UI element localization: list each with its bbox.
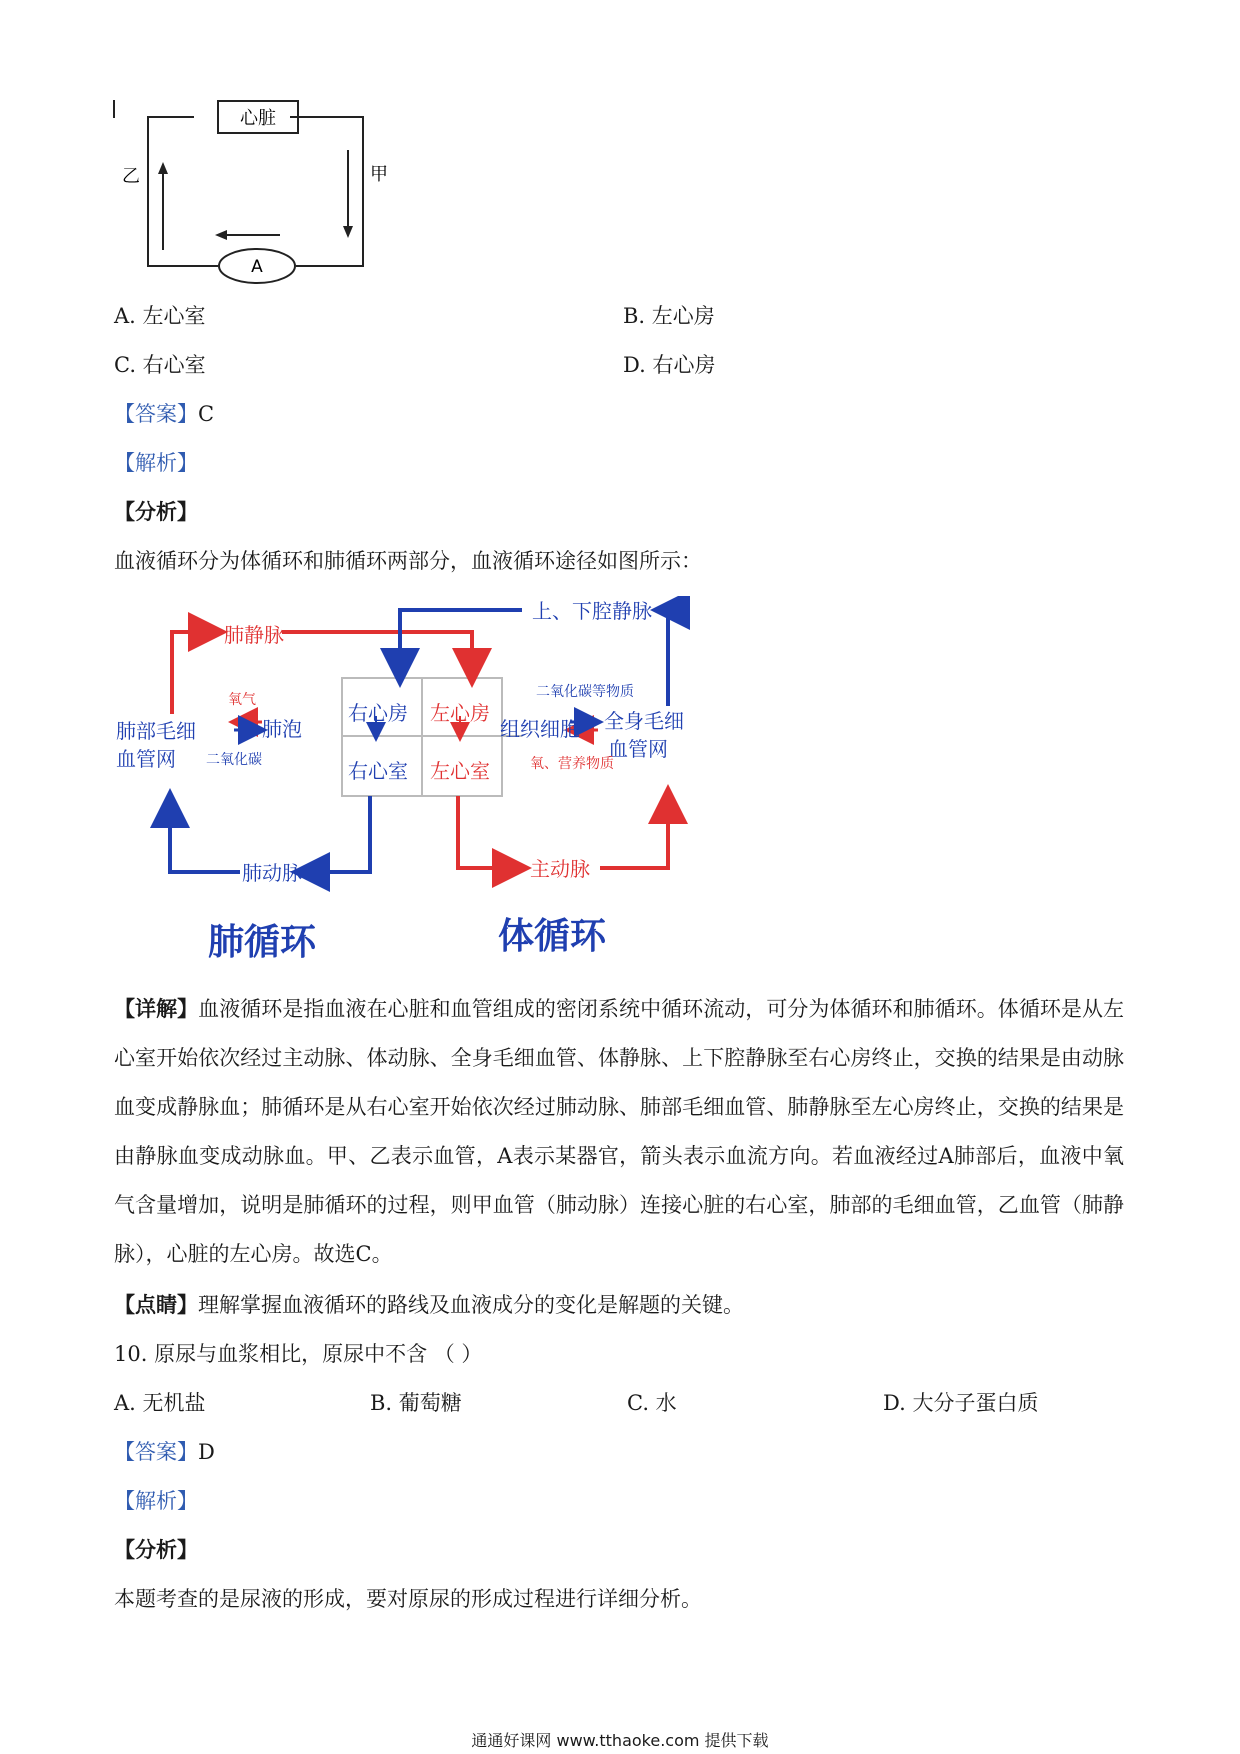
dianjing-line [114,1291,744,1319]
detail-paragraph [114,984,1124,1279]
left-arrow-icon [215,230,227,240]
option-d: D. 右心房 [623,353,716,377]
down-arrow-icon [343,226,353,238]
blood-circulation-diagram [112,596,732,976]
pulmonary-artery-label: 肺动脉 [242,861,302,885]
detail-tag: 【详解】 [114,996,199,1021]
heart-label: 心脏 [240,108,276,129]
q10-fenxi-text: 本题考查的是尿液的形成，要对原尿的形成过程进行详细分析。 [114,1587,702,1611]
pulmonary-circulation-title: 肺循环 [208,922,317,963]
detail-text: 血液循环是指血液在心脏和血管组成的密闭系统中循环流动，可分为体循环和肺循环。体循环是从左心室开始依次经过主动脉、体动脉、全身毛细血管、体静脉、上下腔静脉至右心房终止，交换的结果是由动脉血变成静脉血；肺循环是从右心室开始依次经过肺动脉、肺部毛细血管、肺静脉至左心房终止，交换的结果是由静脉血变成动脉血。甲、乙表示血管，A表示某器官，箭头表示血流方向。若血液经过A肺部后，血液中氧气含量增加，说明是肺循环的过程，则甲血管（肺动脉）连接心脏的右心室，肺部的毛细血管，乙血管（肺静脉），心脏的左心房。故选C。 [114,997,1124,1266]
q10-option-c: C. 水 [627,1391,677,1415]
co2-label: 二氧化碳 [206,752,262,768]
answer-tag: 【答案】 [114,402,198,426]
lung-capillary-label-1: 肺部毛细 [116,719,196,743]
left-ventricle-label: 左心室 [430,759,490,783]
q10-option-a: A. 无机盐 [114,1391,206,1415]
option-b: B. 左心房 [623,304,715,328]
body-capillary-label-2: 血管网 [608,737,668,761]
q10-answer-line [114,1438,215,1466]
co2-etc-label: 二氧化碳等物质 [536,684,634,700]
body-capillary-label-1: 全身毛细 [604,709,684,733]
option-a: A. 左心室 [114,304,206,328]
up-arrow-icon [158,162,168,174]
q10-stem: 10. 原尿与血浆相比，原尿中不含 （ ） [114,1342,483,1366]
vessel-jia-label: 甲 [370,164,388,185]
organ-a-label: A [251,257,263,277]
fenxi-tag: 【分析】 [114,499,198,524]
footer-text: 通通好课网 www.tthaoke.com 提供下载 [471,1731,769,1750]
analysis-tag: 【解析】 [114,451,198,475]
systemic-circulation-title: 体循环 [498,916,607,957]
right-atrium-label: 右心房 [348,701,408,725]
q10-analysis-tag: 【解析】 [114,1489,198,1513]
dianjing-text: 理解掌握血液循环的路线及血液成分的变化是解题的关键。 [198,1293,744,1317]
oxygen-nutrients-label: 氧、营养物质 [530,756,614,772]
q10-option-d: D. 大分子蛋白质 [883,1391,1039,1415]
circulation-schematic [108,100,408,290]
oxygen-label: 氧气 [228,692,256,708]
answer-value: C [198,402,215,426]
left-atrium-label: 左心房 [430,701,490,725]
aorta-label: 主动脉 [530,857,590,881]
tissue-cell-label: 组织细胞 [500,717,580,741]
dianjing-tag: 【点睛】 [114,1292,198,1317]
vessel-yi-label: 乙 [122,166,140,187]
q10-option-b: B. 葡萄糖 [370,1391,462,1415]
option-c: C. 右心室 [114,353,206,377]
answer-line [114,400,214,428]
lung-capillary-label-2: 血管网 [116,747,176,771]
q10-fenxi-tag: 【分析】 [114,1537,198,1562]
right-ventricle-label: 右心室 [348,759,408,783]
vena-cava-label: 上、下腔静脉 [532,599,652,623]
q10-answer-value: D [198,1440,215,1464]
q10-answer-tag: 【答案】 [114,1440,198,1464]
pulmonary-vein-label: 肺静脉 [224,623,284,647]
alveoli-label: 肺泡 [262,717,302,741]
intro-text: 血液循环分为体循环和肺循环两部分，血液循环途径如图所示： [114,549,702,573]
